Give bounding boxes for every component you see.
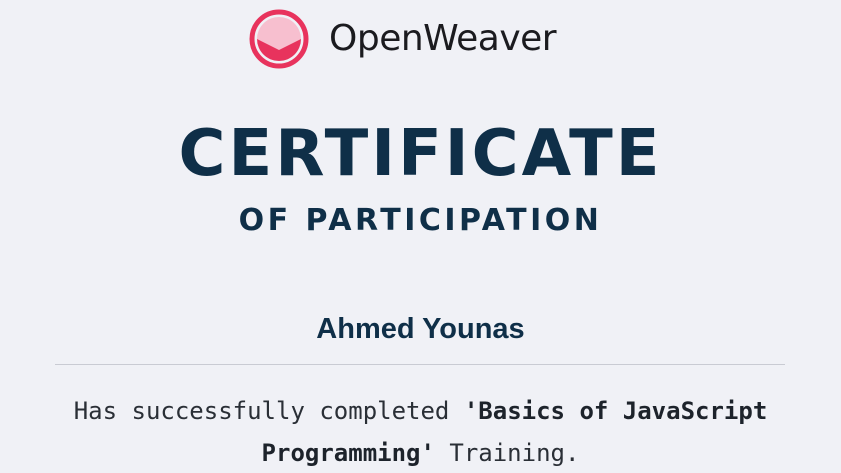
certificate-title: CERTIFICATE <box>178 117 663 191</box>
statement-prefix: Has successfully completed <box>73 397 464 425</box>
openweaver-logo-icon <box>249 9 309 69</box>
certificate-subtitle: OF PARTICIPATION <box>238 203 603 238</box>
divider <box>55 364 785 365</box>
brand-name: OpenWeaver <box>329 18 557 59</box>
statement-suffix: Training. <box>434 439 580 467</box>
recipient-name: Ahmed Younas <box>316 313 525 345</box>
completion-statement <box>40 390 801 473</box>
brand-logo <box>249 9 556 69</box>
course-name: 'Basics of JavaScript Programming' <box>261 397 768 467</box>
